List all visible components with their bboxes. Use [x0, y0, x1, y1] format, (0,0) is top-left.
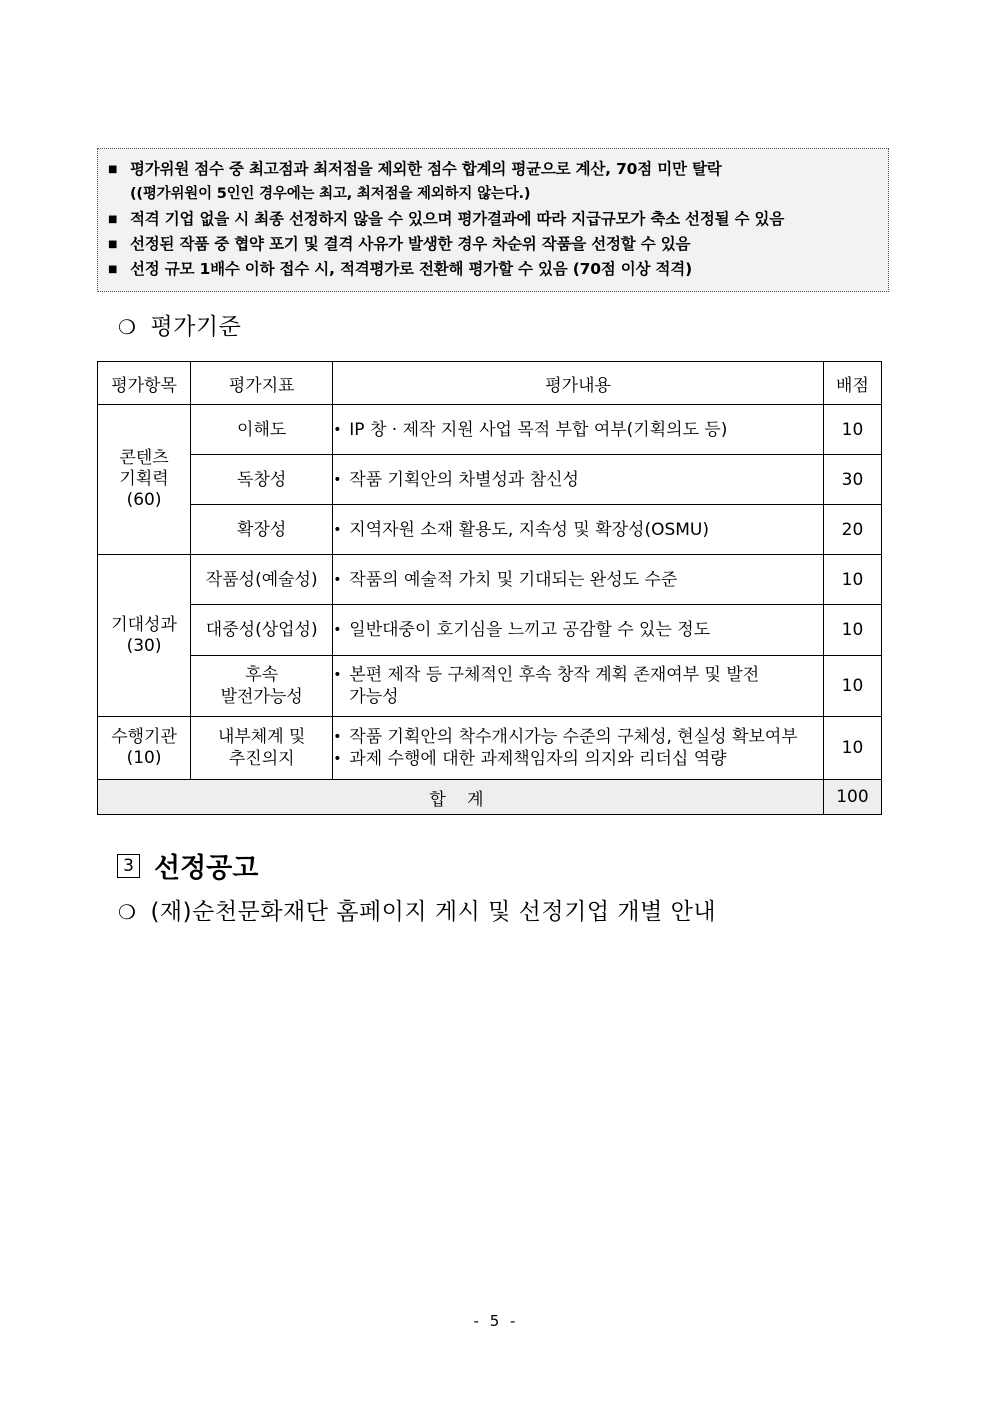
- indicator-cell: [191, 605, 333, 656]
- indicator-text: 내부체계 및: [217, 727, 306, 747]
- points-cell: 10: [823, 555, 881, 605]
- notice-text: 선정 규모 1배수 이하 접수 시, 적격평가로 전환해 평가할 수 있음 (70점 이상 적격): [130, 260, 692, 278]
- criteria-heading-text: 평가기준: [150, 314, 242, 340]
- points-cell: 30: [823, 455, 881, 505]
- indicator-text: 발전가능성: [220, 687, 303, 707]
- evaluation-table: [97, 361, 882, 815]
- table-header-row: [98, 362, 882, 405]
- square-bullet-icon: ■: [108, 239, 118, 250]
- category-cell: [98, 555, 191, 717]
- header-category: 평가항목: [98, 362, 191, 405]
- category-cell: [98, 405, 191, 555]
- content-text: 작품 기획안의 착수개시가능 수준의 구체성, 현실성 확보여부: [349, 727, 798, 747]
- content-cell: [333, 505, 824, 555]
- notice-item: [108, 257, 878, 282]
- indicator-text: 작품성(예술성): [205, 569, 318, 590]
- table-row: [98, 455, 882, 505]
- points-cell: 10: [823, 717, 881, 780]
- table-row: [98, 656, 882, 717]
- notice-item: [108, 157, 878, 182]
- table-row: [98, 717, 882, 780]
- dot-bullet-icon: •: [333, 667, 342, 683]
- indicator-cell: [191, 717, 333, 780]
- indicator-cell: [191, 405, 333, 455]
- dot-bullet-icon: •: [333, 571, 342, 588]
- content-text: 가능성: [349, 687, 399, 707]
- total-row: [98, 780, 882, 815]
- dot-bullet-icon: •: [333, 421, 342, 438]
- content-cell: [333, 455, 824, 505]
- header-points: 배점: [823, 362, 881, 405]
- indicator-text: 후속: [245, 665, 279, 685]
- notice-text: ((평가위원이 5인인 경우에는 최고, 최저점을 제외하지 않는다.): [130, 186, 531, 202]
- content-text: 작품 기획안의 차별성과 참신성: [349, 469, 579, 490]
- page-number: - 5 -: [473, 1312, 519, 1330]
- notice-text: 평가위원 점수 중 최고점과 최저점을 제외한 점수 합계의 평균으로 계산, 70점 미만 탈락: [130, 160, 722, 178]
- content-item: [333, 519, 823, 541]
- dot-bullet-icon: •: [333, 521, 342, 538]
- table-row: [98, 405, 882, 455]
- circle-bullet-icon: ❍: [118, 900, 137, 924]
- category-points: (60): [126, 490, 162, 510]
- content-item: [333, 619, 823, 641]
- total-points: 100: [823, 780, 881, 815]
- content-cell: [333, 656, 824, 717]
- square-bullet-icon: ■: [108, 164, 118, 175]
- section-number-box: 3: [117, 854, 140, 878]
- indicator-text: 독창성: [237, 469, 287, 490]
- points-cell: 10: [823, 405, 881, 455]
- table-row: [98, 555, 882, 605]
- circle-bullet-icon: ❍: [118, 315, 137, 339]
- content-text: 지역자원 소재 활용도, 지속성 및 확장성(OSMU): [349, 519, 710, 540]
- indicator-text: 확장성: [237, 519, 287, 540]
- indicator-cell: [191, 656, 333, 717]
- header-indicator: 평가지표: [191, 362, 333, 405]
- points-cell: 10: [823, 656, 881, 717]
- indicator-cell: [191, 455, 333, 505]
- content-text: 일반대중이 호기심을 느끼고 공감할 수 있는 정도: [349, 620, 711, 640]
- square-bullet-icon: ■: [108, 264, 118, 275]
- announcement-line: [118, 893, 716, 926]
- content-item: [333, 664, 823, 708]
- indicator-text: 대중성(상업성): [205, 620, 318, 640]
- table-row: [98, 605, 882, 656]
- category-points: (30): [126, 635, 162, 656]
- category-name: 콘텐츠: [119, 448, 169, 468]
- notice-item: [108, 207, 878, 232]
- content-cell: [333, 555, 824, 605]
- category-name: 수행기관: [111, 727, 177, 747]
- content-text: 작품의 예술적 가치 및 기대되는 완성도 수준: [349, 569, 678, 590]
- indicator-text: 이해도: [237, 419, 287, 440]
- header-content: 평가내용: [333, 362, 824, 405]
- content-text: 과제 수행에 대한 과제책임자의 의지와 리더십 역량: [349, 749, 727, 769]
- dot-bullet-icon: •: [333, 471, 342, 488]
- content-item: [333, 569, 823, 591]
- content-text: 본편 제작 등 구체적인 후속 창작 계획 존재여부 및 발전: [349, 665, 760, 685]
- category-cell: [98, 717, 191, 780]
- notice-item: [108, 232, 878, 257]
- dot-bullet-icon: •: [333, 751, 342, 767]
- indicator-cell: [191, 555, 333, 605]
- category-points: (10): [126, 748, 162, 768]
- content-item: [333, 748, 823, 770]
- notice-text: 적격 기업 없을 시 최종 선정하지 않을 수 있으며 평가결과에 따라 지급규모가 축소 선정될 수 있음: [130, 210, 785, 228]
- announcement-title-text: 선정공고: [154, 853, 259, 884]
- table-row: [98, 505, 882, 555]
- announcement-text: (재)순천문화재단 홈페이지 게시 및 선정기업 개별 안내: [150, 899, 717, 925]
- category-name: 기획력: [119, 469, 169, 489]
- content-cell: [333, 605, 824, 656]
- content-item: [333, 469, 823, 491]
- square-bullet-icon: ■: [108, 214, 118, 225]
- criteria-heading: [118, 308, 241, 341]
- announcement-title: [117, 846, 258, 885]
- total-label: 합 계: [98, 780, 824, 815]
- dot-bullet-icon: •: [333, 622, 342, 638]
- content-item: [333, 419, 823, 441]
- content-cell: [333, 405, 824, 455]
- indicator-text: 추진의지: [228, 749, 295, 769]
- category-name: 기대성과: [111, 614, 177, 635]
- notice-box: [97, 148, 889, 292]
- notice-item: [108, 182, 878, 207]
- content-text: IP 창 · 제작 지원 사업 목적 부합 여부(기획의도 등): [349, 419, 728, 440]
- points-cell: 10: [823, 605, 881, 656]
- notice-text: 선정된 작품 중 협약 포기 및 결격 사유가 발생한 경우 차순위 작품을 선정할 수 있음: [130, 235, 691, 253]
- content-cell: [333, 717, 824, 780]
- content-item: [333, 726, 823, 748]
- indicator-cell: [191, 505, 333, 555]
- points-cell: 20: [823, 505, 881, 555]
- dot-bullet-icon: •: [333, 729, 342, 745]
